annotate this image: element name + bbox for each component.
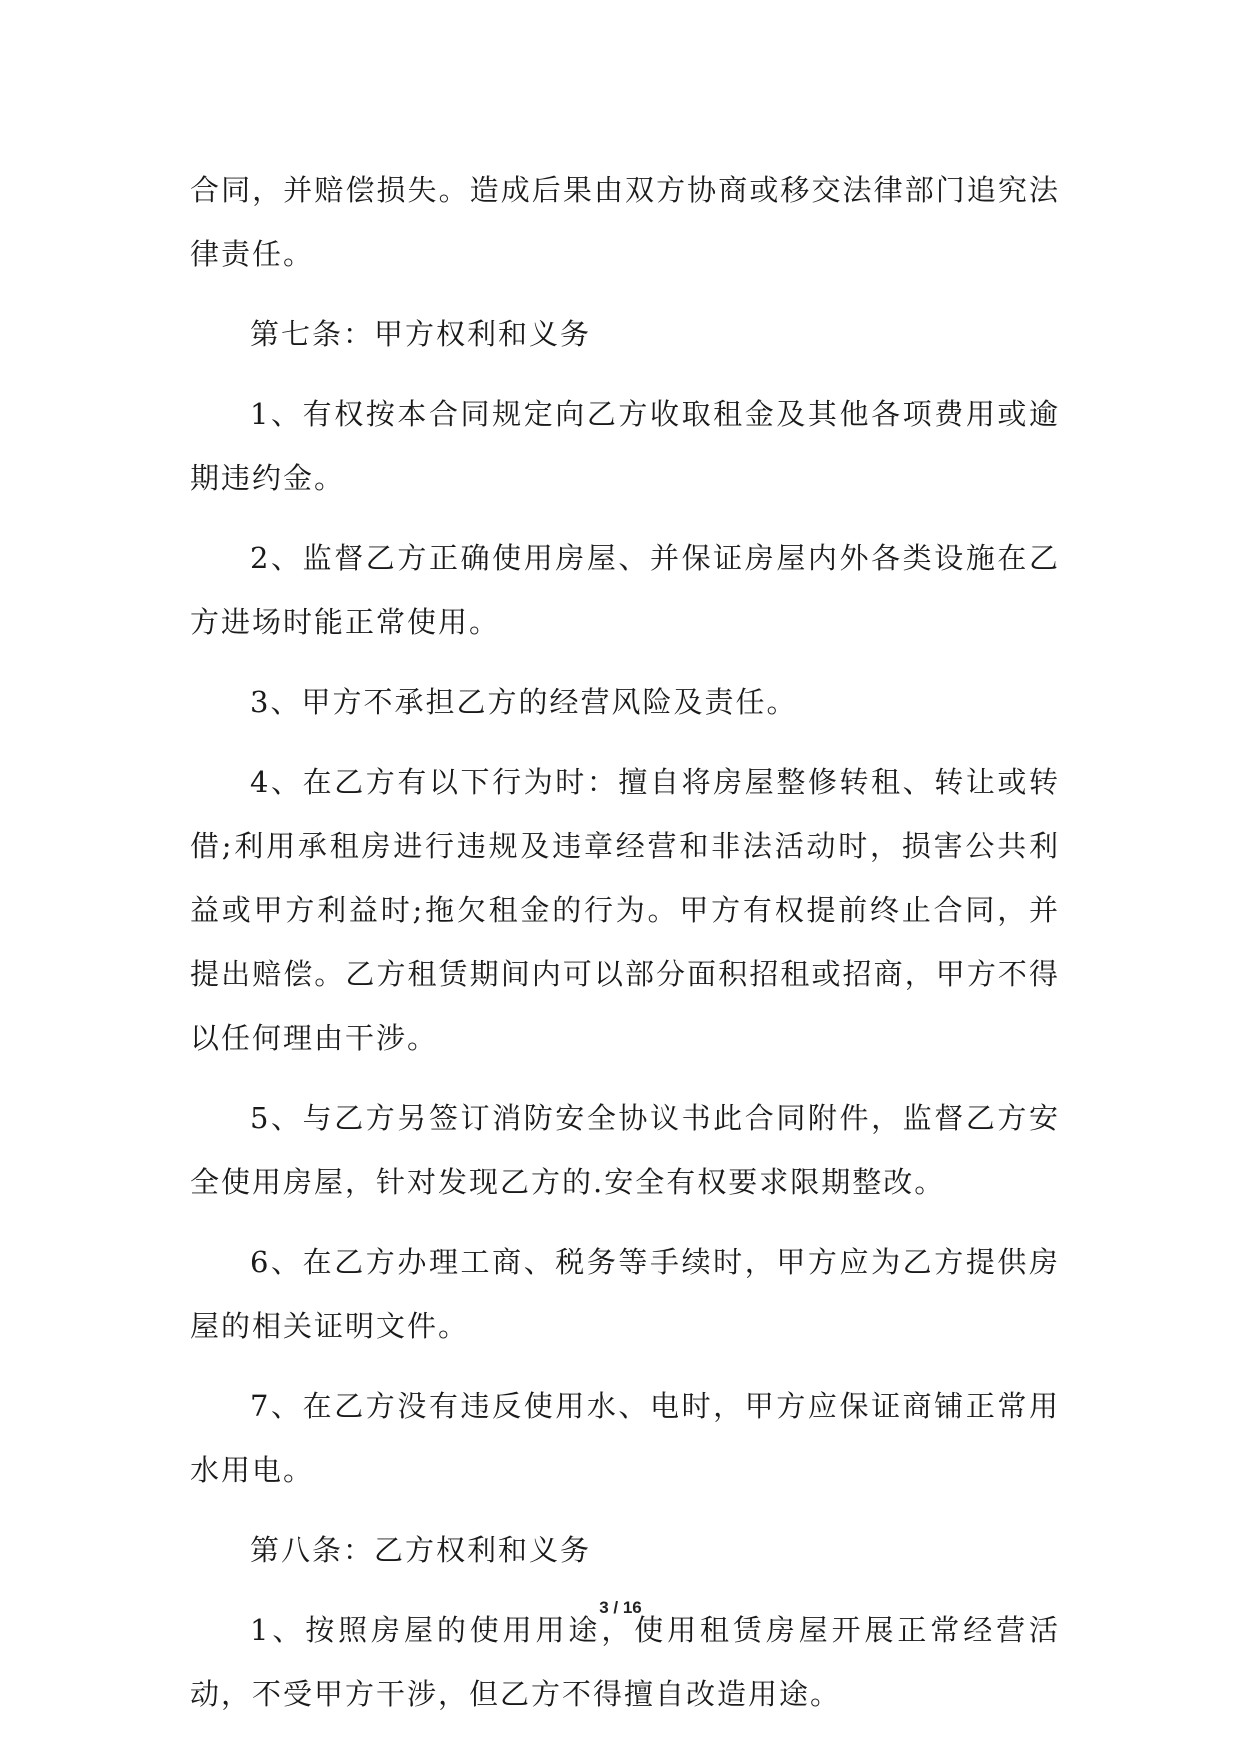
paragraph-article-7-item-6: 6、在乙方办理工商、税务等手续时，甲方应为乙方提供房屋的相关证明文件。 xyxy=(190,1245,1060,1343)
paragraph-article-7-item-5: 5、与乙方另签订消防安全协议书此合同附件，监督乙方安全使用房屋，针对发现乙方的.安全有权要求限期整改。 xyxy=(190,1101,1060,1199)
paragraph-article-7-item-1: 1、有权按本合同规定向乙方收取租金及其他各项费用或逾期违约金。 xyxy=(190,397,1060,495)
page-number: 3 / 16 xyxy=(599,1598,642,1617)
paragraph-article-7-item-3: 3、甲方不承担乙方的经营风险及责任。 xyxy=(250,685,798,719)
section-heading-article-7: 第七条：甲方权利和义务 xyxy=(250,317,592,351)
paragraph-article-7-item-4: 4、在乙方有以下行为时：擅自将房屋整修转租、转让或转借;利用承租房进行违规及违章经营和非法活动时，损害公共利益或甲方利益时;拖欠租金的行为。甲方有权提前终止合同，并提出赔偿。乙方租赁期间内可以部分面积招租或招商，甲方不得以任何理由干涉。 xyxy=(190,765,1060,1055)
section-heading-article-8: 第八条：乙方权利和义务 xyxy=(250,1533,592,1567)
paragraph-article-7-item-2: 2、监督乙方正确使用房屋、并保证房屋内外各类设施在乙方进场时能正常使用。 xyxy=(190,541,1060,639)
paragraph-continuation: 合同，并赔偿损失。造成后果由双方协商或移交法律部门追究法律责任。 xyxy=(190,173,1060,271)
paragraph-article-8-item-1: 1、按照房屋的使用用途，使用租赁房屋开展正常经营活动，不受甲方干涉，但乙方不得擅自改造用途。 xyxy=(190,1613,1060,1711)
document-body xyxy=(190,158,1060,1742)
paragraph-article-7-item-7: 7、在乙方没有违反使用水、电时，甲方应保证商铺正常用水用电。 xyxy=(190,1389,1060,1487)
